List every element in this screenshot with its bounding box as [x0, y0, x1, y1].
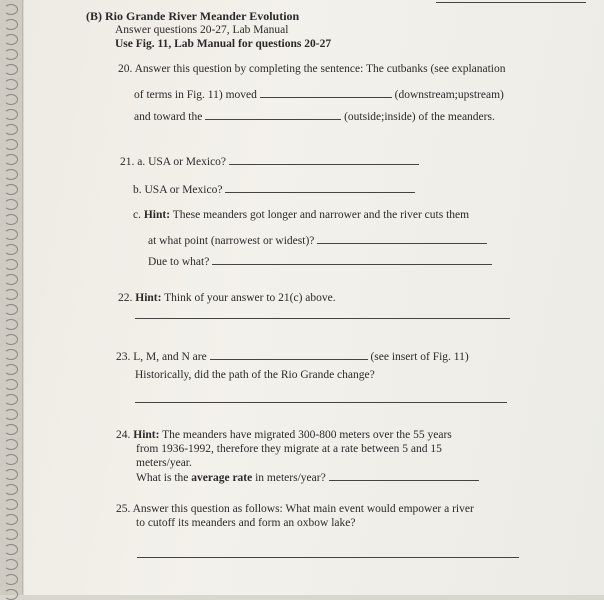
q23-answer-line[interactable] — [135, 402, 507, 403]
binder-ring — [4, 289, 18, 300]
binder-ring — [4, 109, 18, 120]
q21c-line2: at what point (narrowest or widest)? — [148, 233, 487, 248]
binder-ring — [4, 154, 18, 165]
q21a-prompt: 21. a. USA or Mexico? — [120, 154, 419, 169]
q20-answer-blank-1[interactable] — [260, 87, 392, 98]
binder-ring — [4, 244, 18, 255]
q24-answer-blank[interactable] — [329, 470, 479, 481]
name-answer-line[interactable] — [436, 2, 586, 3]
binder-ring — [4, 229, 18, 240]
binder-ring — [4, 364, 18, 375]
q20-answer-blank-2[interactable] — [205, 109, 341, 120]
binder-ring — [4, 514, 18, 525]
figure-reference: Use Fig. 11, Lab Manual for questions 20-27 — [115, 38, 332, 50]
binder-ring — [4, 499, 18, 510]
binder-ring — [4, 94, 18, 105]
q25-line2: to cutoff its meanders and form an oxbow lake? — [136, 517, 356, 529]
binder-ring — [4, 454, 18, 465]
q21b-prompt: b. USA or Mexico? — [133, 182, 415, 197]
binder-ring — [4, 259, 18, 270]
worksheet-page — [24, 0, 604, 595]
q23-prompt: 23. L, M, and N are (see insert of Fig. 11) — [116, 351, 469, 363]
binder-ring — [4, 439, 18, 450]
q23-answer-blank[interactable] — [210, 349, 368, 360]
q24-line2: from 1936-1992, therefore they migrate at a rate between 5 and 15 — [136, 443, 442, 455]
binder-ring — [4, 124, 18, 135]
q22-answer-line[interactable] — [135, 318, 510, 319]
q21c-line3: Due to what? — [148, 254, 492, 269]
binder-spine — [0, 0, 23, 595]
binder-ring — [4, 169, 18, 180]
binder-ring — [4, 484, 18, 495]
binder-ring — [4, 199, 18, 210]
q24-line1: 24. Hint: The meanders have migrated 300-800 meters over the 55 years — [116, 429, 452, 441]
q24-line4: What is the average rate in meters/year? — [136, 470, 479, 485]
q21c-prompt: c. Hint: These meanders got longer and narrower and the river cuts them — [133, 209, 470, 221]
section-title: (B) Rio Grande River Meander Evolution — [86, 9, 300, 23]
binder-ring — [4, 49, 18, 60]
q20-prompt: 20. Answer this question by completing the sentence: The cutbanks (see explanation — [118, 63, 506, 75]
binder-ring — [4, 304, 18, 315]
binder-ring — [4, 334, 18, 345]
binder-ring — [4, 544, 18, 555]
q21a-answer-blank[interactable] — [229, 154, 419, 165]
q25-answer-line[interactable] — [137, 557, 519, 558]
binder-ring — [4, 469, 18, 480]
binder-ring — [4, 64, 18, 75]
instructions-line: Answer questions 20-27, Lab Manual — [115, 24, 289, 36]
q20-line2: of terms in Fig. 11) moved (downstream;upstream) — [134, 89, 504, 101]
binder-ring — [4, 559, 18, 570]
q23-question: Historically, did the path of the Rio Grande change? — [135, 369, 375, 381]
binder-ring — [4, 379, 18, 390]
binder-ring — [4, 19, 18, 30]
binder-ring — [4, 529, 18, 540]
binder-ring — [4, 274, 18, 285]
q21c-answer-blank-1[interactable] — [317, 233, 487, 244]
binder-ring — [4, 139, 18, 150]
binder-ring — [4, 394, 18, 405]
binder-ring — [4, 424, 18, 435]
q24-line3: meters/year. — [136, 457, 192, 469]
binder-ring — [4, 184, 18, 195]
q21b-answer-blank[interactable] — [225, 182, 415, 193]
binder-ring — [4, 79, 18, 90]
binder-ring — [4, 34, 18, 45]
binder-ring — [4, 349, 18, 360]
binder-ring — [4, 409, 18, 420]
q22-prompt: 22. Hint: Think of your answer to 21(c) above. — [118, 292, 336, 304]
binder-ring — [4, 214, 18, 225]
binder-ring — [4, 319, 18, 330]
q21c-answer-blank-2[interactable] — [212, 254, 492, 265]
q20-line3: and toward the (outside;inside) of the meanders. — [134, 111, 495, 123]
binder-ring — [4, 4, 18, 15]
binder-ring — [4, 574, 18, 585]
q25-line1: 25. Answer this question as follows: What main event would empower a river — [116, 503, 474, 515]
